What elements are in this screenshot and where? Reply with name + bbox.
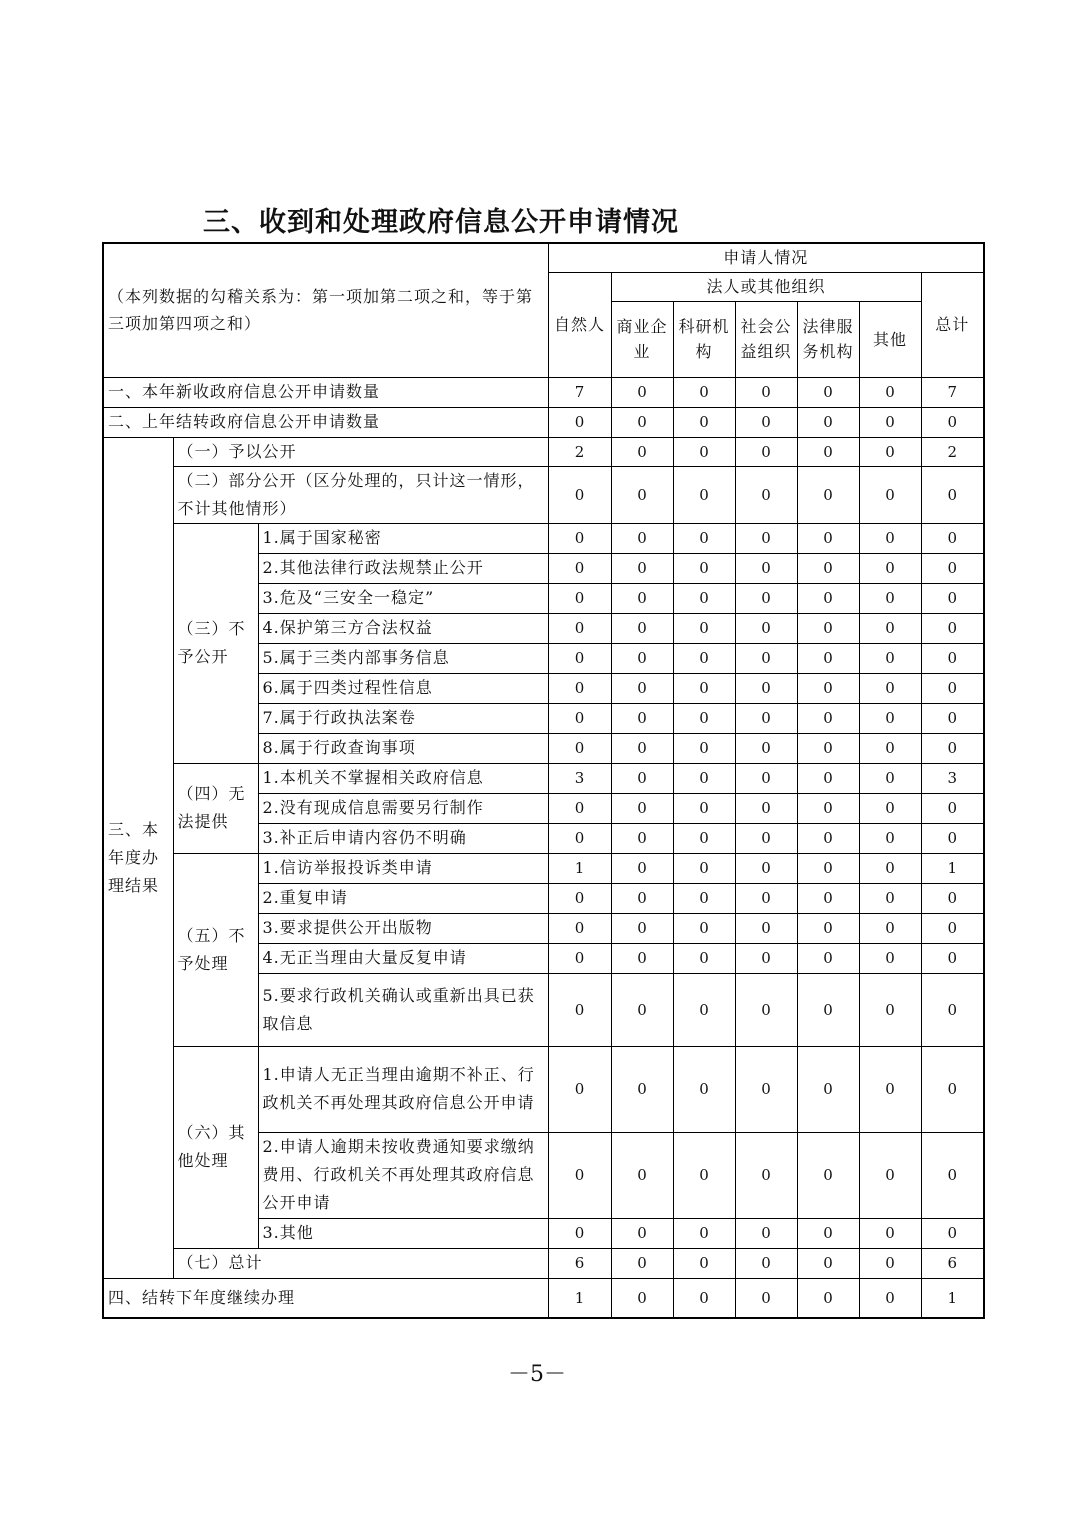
row-label: （二）部分公开（区分处理的，只计这一情形，不计其他情形） (173, 466, 548, 523)
value-cell: 0 (797, 733, 859, 763)
value-cell: 0 (797, 1132, 859, 1218)
value-cell: 0 (859, 763, 921, 793)
value-cell: 0 (735, 437, 797, 466)
value-cell: 0 (735, 1278, 797, 1318)
value-cell: 0 (548, 523, 611, 553)
value-cell: 0 (797, 763, 859, 793)
value-cell: 0 (673, 553, 735, 583)
value-cell: 7 (548, 377, 611, 407)
value-cell: 0 (859, 1248, 921, 1278)
value-cell: 0 (859, 853, 921, 883)
page-number: －5－ (508, 1362, 566, 1387)
value-cell: 0 (735, 943, 797, 973)
row-label: 5.属于三类内部事务信息 (258, 643, 548, 673)
section-label: （四）无法提供 (173, 763, 258, 853)
value-cell: 0 (611, 377, 673, 407)
value-cell: 0 (673, 1046, 735, 1132)
value-cell: 0 (611, 733, 673, 763)
value-cell: 0 (673, 466, 735, 523)
value-cell: 0 (859, 1278, 921, 1318)
value-cell: 1 (921, 853, 984, 883)
value-cell: 0 (611, 853, 673, 883)
value-cell: 0 (859, 553, 921, 583)
value-cell: 0 (673, 1248, 735, 1278)
value-cell: 0 (735, 583, 797, 613)
value-cell: 0 (735, 823, 797, 853)
value-cell: 0 (735, 407, 797, 437)
value-cell: 0 (673, 583, 735, 613)
value-cell: 0 (797, 853, 859, 883)
value-cell: 0 (548, 733, 611, 763)
header-applicant: 申请人情况 (548, 243, 984, 272)
value-cell: 0 (859, 673, 921, 703)
value-cell: 0 (797, 703, 859, 733)
value-cell: 0 (673, 613, 735, 643)
value-cell: 0 (859, 733, 921, 763)
value-cell: 0 (611, 1278, 673, 1318)
value-cell: 0 (611, 523, 673, 553)
value-cell: 0 (673, 1132, 735, 1218)
value-cell: 0 (673, 673, 735, 703)
value-cell: 0 (921, 883, 984, 913)
value-cell: 0 (797, 1248, 859, 1278)
value-cell: 0 (548, 1218, 611, 1248)
value-cell: 0 (797, 1046, 859, 1132)
value-cell: 0 (611, 763, 673, 793)
value-cell: 0 (611, 973, 673, 1046)
value-cell: 0 (735, 913, 797, 943)
value-cell: 0 (921, 583, 984, 613)
value-cell: 0 (548, 703, 611, 733)
value-cell: 0 (921, 703, 984, 733)
value-cell: 0 (548, 943, 611, 973)
value-cell: 0 (673, 823, 735, 853)
value-cell: 0 (548, 466, 611, 523)
value-cell: 0 (859, 883, 921, 913)
value-cell: 0 (548, 613, 611, 643)
row-label: 2.重复申请 (258, 883, 548, 913)
value-cell: 0 (611, 437, 673, 466)
table-row (103, 466, 984, 523)
value-cell: 0 (611, 943, 673, 973)
value-cell: 0 (797, 793, 859, 823)
value-cell: 0 (673, 943, 735, 973)
table-body (103, 243, 984, 1318)
value-cell: 2 (548, 437, 611, 466)
value-cell: 0 (859, 377, 921, 407)
value-cell: 0 (735, 643, 797, 673)
value-cell: 0 (673, 763, 735, 793)
value-cell: 3 (921, 763, 984, 793)
row-label: 3.要求提供公开出版物 (258, 913, 548, 943)
value-cell: 2 (921, 437, 984, 466)
value-cell: 0 (735, 793, 797, 823)
value-cell: 0 (673, 733, 735, 763)
section-label: （三）不予公开 (173, 523, 258, 763)
value-cell: 0 (673, 793, 735, 823)
value-cell: 0 (859, 1046, 921, 1132)
header-row (103, 243, 984, 272)
value-cell: 0 (611, 793, 673, 823)
value-cell: 0 (921, 643, 984, 673)
header-research: 科研机构 (673, 301, 735, 377)
value-cell: 0 (921, 553, 984, 583)
value-cell: 0 (797, 913, 859, 943)
row-label: 1.本机关不掌握相关政府信息 (258, 763, 548, 793)
value-cell: 0 (797, 973, 859, 1046)
value-cell: 0 (735, 853, 797, 883)
value-cell: 0 (611, 407, 673, 437)
value-cell: 0 (921, 973, 984, 1046)
value-cell: 1 (921, 1278, 984, 1318)
value-cell: 0 (673, 853, 735, 883)
value-cell: 0 (859, 973, 921, 1046)
header-natural: 自然人 (548, 272, 611, 377)
row-label: 3.危及“三安全一稳定” (258, 583, 548, 613)
value-cell: 0 (921, 733, 984, 763)
value-cell: 6 (921, 1248, 984, 1278)
value-cell: 0 (921, 523, 984, 553)
value-cell: 0 (548, 643, 611, 673)
row-label: 3.补正后申请内容仍不明确 (258, 823, 548, 853)
value-cell: 0 (859, 943, 921, 973)
value-cell: 0 (548, 407, 611, 437)
row-label: 2.其他法律行政法规禁止公开 (258, 553, 548, 583)
value-cell: 0 (735, 613, 797, 643)
value-cell: 0 (673, 377, 735, 407)
row-label: 二、上年结转政府信息公开申请数量 (103, 407, 548, 437)
row-label: 4.无正当理由大量反复申请 (258, 943, 548, 973)
header-other: 其他 (859, 301, 921, 377)
value-cell: 0 (611, 1046, 673, 1132)
value-cell: 0 (859, 643, 921, 673)
value-cell: 0 (921, 1218, 984, 1248)
value-cell: 0 (735, 377, 797, 407)
value-cell: 0 (611, 823, 673, 853)
value-cell: 0 (921, 407, 984, 437)
value-cell: 0 (797, 613, 859, 643)
value-cell: 0 (921, 913, 984, 943)
row-label: 2.申请人逾期未按收费通知要求缴纳费用、行政机关不再处理其政府信息公开申请 (258, 1132, 548, 1218)
value-cell: 0 (611, 1218, 673, 1248)
row-label: 1.申请人无正当理由逾期不补正、行政机关不再处理其政府信息公开申请 (258, 1046, 548, 1132)
value-cell: 0 (797, 466, 859, 523)
value-cell: 0 (859, 437, 921, 466)
row-label: 四、结转下年度继续办理 (103, 1278, 548, 1318)
value-cell: 0 (859, 613, 921, 643)
value-cell: 0 (673, 1218, 735, 1248)
header-social: 社会公益组织 (735, 301, 797, 377)
value-cell: 0 (859, 913, 921, 943)
row-label: 2.没有现成信息需要另行制作 (258, 793, 548, 823)
value-cell: 0 (797, 943, 859, 973)
value-cell: 0 (859, 407, 921, 437)
value-cell: 0 (548, 913, 611, 943)
section-label: （六）其他处理 (173, 1046, 258, 1248)
value-cell: 0 (859, 793, 921, 823)
row-label: 4.保护第三方合法权益 (258, 613, 548, 643)
statistics-table (102, 242, 985, 1319)
value-cell: 0 (797, 583, 859, 613)
header-commercial: 商业企业 (611, 301, 673, 377)
table-row (103, 1248, 984, 1278)
value-cell: 0 (797, 437, 859, 466)
value-cell: 0 (735, 763, 797, 793)
value-cell: 0 (548, 583, 611, 613)
value-cell: 0 (859, 583, 921, 613)
value-cell: 0 (611, 913, 673, 943)
value-cell: 0 (548, 823, 611, 853)
table-note: （本列数据的勾稽关系为：第一项加第二项之和，等于第三项加第四项之和） (103, 243, 548, 377)
value-cell: 0 (611, 466, 673, 523)
value-cell: 3 (548, 763, 611, 793)
value-cell: 0 (921, 1132, 984, 1218)
header-legal-service: 法律服务机构 (797, 301, 859, 377)
value-cell: 0 (548, 1132, 611, 1218)
section-label: 三、本年度办理结果 (103, 437, 173, 1278)
value-cell: 0 (797, 1278, 859, 1318)
value-cell: 0 (859, 703, 921, 733)
value-cell: 0 (673, 407, 735, 437)
value-cell: 0 (797, 1218, 859, 1248)
value-cell: 0 (859, 823, 921, 853)
value-cell: 0 (797, 883, 859, 913)
value-cell: 0 (797, 407, 859, 437)
value-cell: 0 (797, 673, 859, 703)
table-row (103, 437, 984, 466)
row-label: 1.属于国家秘密 (258, 523, 548, 553)
value-cell: 0 (611, 1248, 673, 1278)
value-cell: 0 (921, 673, 984, 703)
section-label: （五）不予处理 (173, 853, 258, 1046)
value-cell: 0 (921, 793, 984, 823)
value-cell: 0 (673, 437, 735, 466)
page-title: 三、收到和处理政府信息公开申请情况 (203, 207, 679, 238)
row-label: 1.信访举报投诉类申请 (258, 853, 548, 883)
value-cell: 0 (921, 466, 984, 523)
table-row (103, 377, 984, 407)
value-cell: 0 (797, 553, 859, 583)
value-cell: 0 (797, 823, 859, 853)
value-cell: 0 (611, 673, 673, 703)
value-cell: 0 (735, 883, 797, 913)
value-cell: 0 (797, 643, 859, 673)
value-cell: 0 (548, 883, 611, 913)
value-cell: 0 (735, 1132, 797, 1218)
value-cell: 0 (735, 673, 797, 703)
value-cell: 0 (673, 703, 735, 733)
value-cell: 0 (611, 643, 673, 673)
value-cell: 0 (548, 793, 611, 823)
value-cell: 0 (673, 643, 735, 673)
value-cell: 0 (859, 1132, 921, 1218)
row-label: 一、本年新收政府信息公开申请数量 (103, 377, 548, 407)
value-cell: 0 (611, 883, 673, 913)
value-cell: 0 (797, 377, 859, 407)
value-cell: 0 (921, 1046, 984, 1132)
row-label: 5.要求行政机关确认或重新出具已获取信息 (258, 973, 548, 1046)
value-cell: 0 (735, 466, 797, 523)
value-cell: 0 (735, 1218, 797, 1248)
value-cell: 0 (859, 523, 921, 553)
table-row (103, 407, 984, 437)
value-cell: 0 (735, 553, 797, 583)
value-cell: 0 (673, 1278, 735, 1318)
value-cell: 1 (548, 853, 611, 883)
table-row (103, 763, 984, 793)
value-cell: 0 (611, 613, 673, 643)
value-cell: 0 (548, 1046, 611, 1132)
value-cell: 0 (921, 943, 984, 973)
value-cell: 0 (548, 673, 611, 703)
value-cell: 0 (673, 973, 735, 1046)
table-row (103, 1046, 984, 1132)
value-cell: 0 (611, 1132, 673, 1218)
value-cell: 0 (735, 703, 797, 733)
value-cell: 0 (859, 466, 921, 523)
row-label: 7.属于行政执法案卷 (258, 703, 548, 733)
value-cell: 1 (548, 1278, 611, 1318)
value-cell: 0 (921, 613, 984, 643)
row-label: 3.其他 (258, 1218, 548, 1248)
value-cell: 0 (735, 1248, 797, 1278)
header-total: 总计 (921, 272, 984, 377)
table-row (103, 523, 984, 553)
value-cell: 0 (673, 523, 735, 553)
value-cell: 0 (859, 1218, 921, 1248)
row-label: （一）予以公开 (173, 437, 548, 466)
value-cell: 0 (735, 523, 797, 553)
value-cell: 0 (673, 913, 735, 943)
value-cell: 7 (921, 377, 984, 407)
row-label: 6.属于四类过程性信息 (258, 673, 548, 703)
row-label: （七）总计 (173, 1248, 548, 1278)
header-legal-group: 法人或其他组织 (611, 272, 921, 301)
value-cell: 0 (921, 823, 984, 853)
row-label: 8.属于行政查询事项 (258, 733, 548, 763)
table-row (103, 853, 984, 883)
value-cell: 0 (735, 733, 797, 763)
value-cell: 0 (735, 1046, 797, 1132)
value-cell: 6 (548, 1248, 611, 1278)
value-cell: 0 (548, 973, 611, 1046)
value-cell: 0 (611, 553, 673, 583)
value-cell: 0 (797, 523, 859, 553)
value-cell: 0 (611, 703, 673, 733)
value-cell: 0 (548, 553, 611, 583)
table-row (103, 1278, 984, 1318)
value-cell: 0 (673, 883, 735, 913)
value-cell: 0 (611, 583, 673, 613)
value-cell: 0 (735, 973, 797, 1046)
